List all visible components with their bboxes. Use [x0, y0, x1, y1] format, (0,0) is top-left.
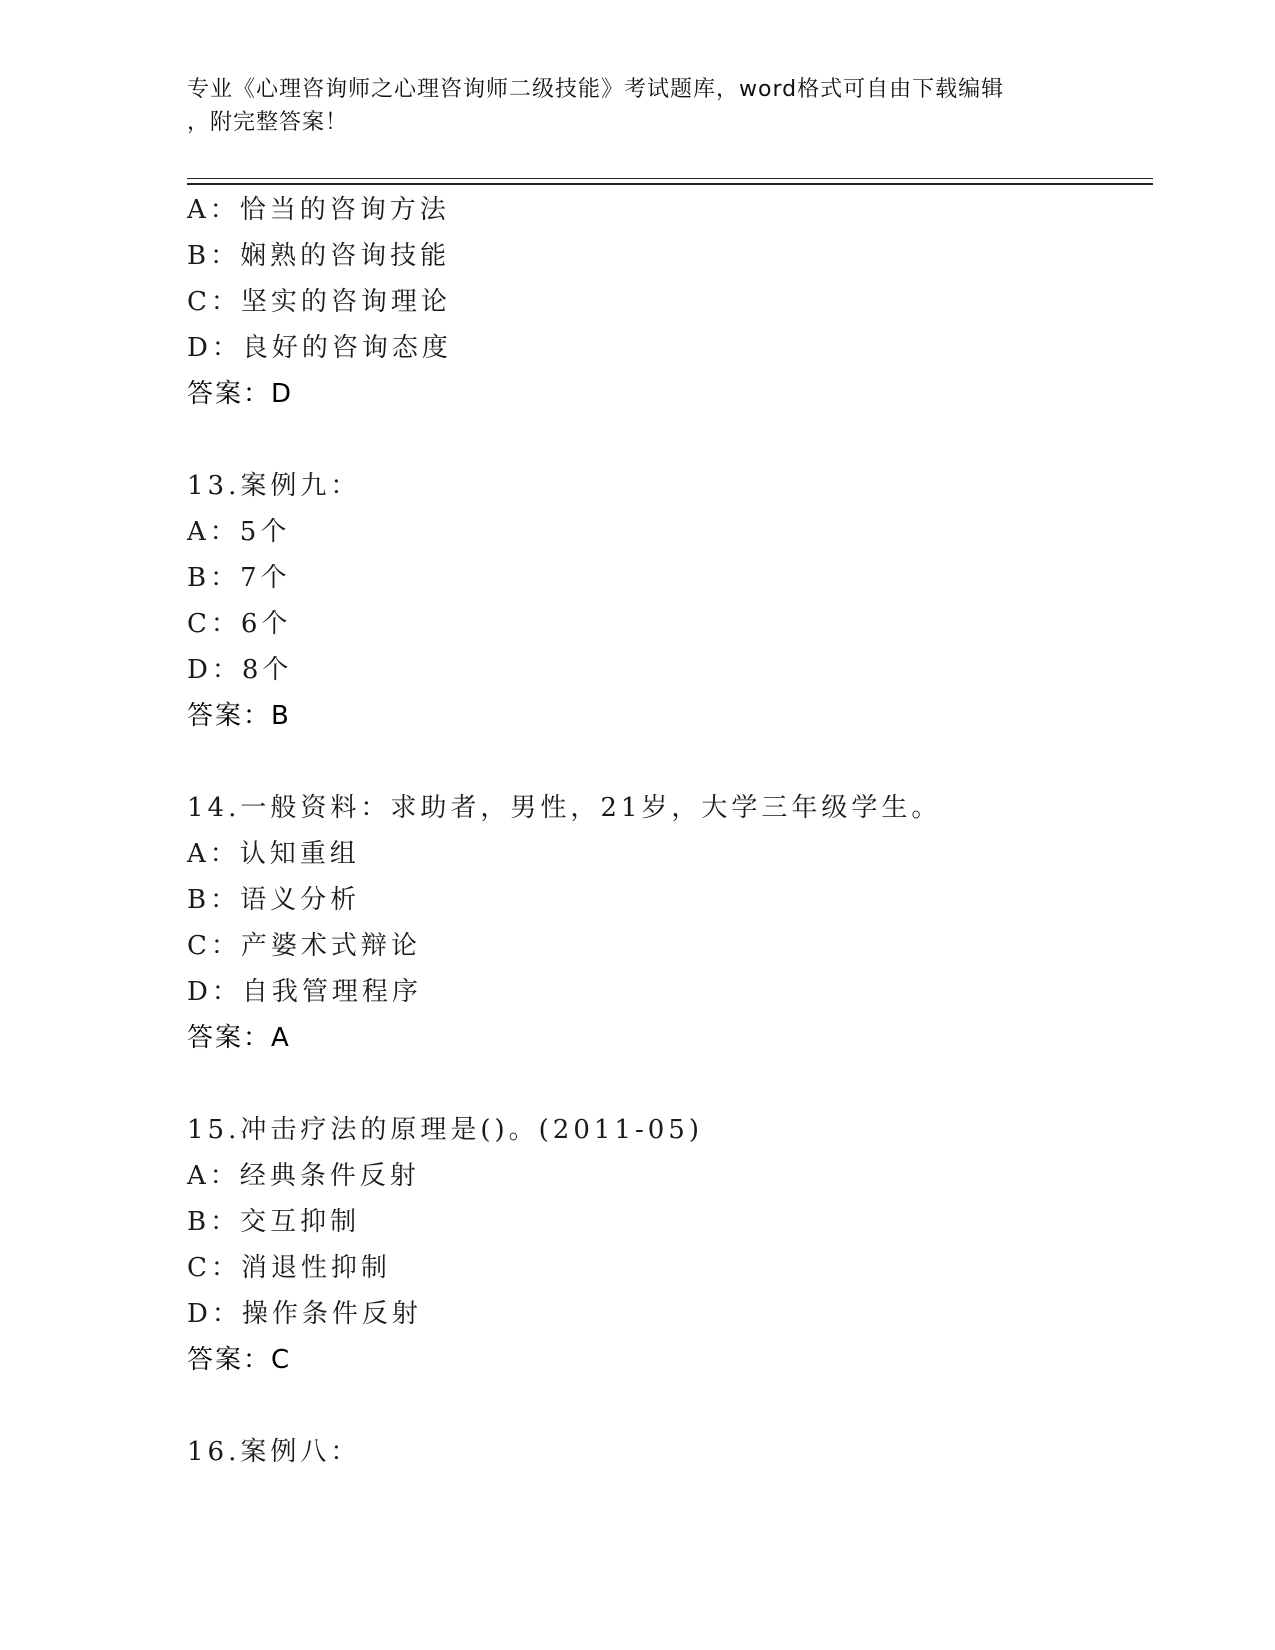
option-d: D：操作条件反射	[187, 1299, 422, 1329]
answer: 答案：B	[187, 701, 291, 731]
header-divider-thick	[187, 183, 1153, 185]
question-13	[187, 463, 1147, 739]
option-c: C：坚实的咨询理论	[187, 287, 451, 317]
spacer	[187, 417, 1147, 463]
question-12	[187, 187, 1147, 417]
spacer	[187, 739, 1147, 785]
option-c: C：消退性抑制	[187, 1253, 391, 1283]
document-header	[187, 73, 1067, 139]
question-title: 16.案例八：	[187, 1437, 361, 1467]
option-c: C：产婆术式辩论	[187, 931, 421, 961]
option-b: B：语义分析	[187, 885, 361, 915]
option-a: A：经典条件反射	[187, 1161, 420, 1191]
answer: 答案：D	[187, 379, 294, 409]
header-line-1: 专业《心理咨询师之心理咨询师二级技能》考试题库，word格式可自由下载编辑	[187, 77, 1005, 102]
spacer	[187, 1383, 1147, 1429]
option-b: B：交互抑制	[187, 1207, 361, 1237]
option-d: D：自我管理程序	[187, 977, 422, 1007]
header-line-2: ，附完整答案！	[187, 110, 349, 135]
question-title: 13.案例九：	[187, 471, 361, 501]
question-title: 15.冲击疗法的原理是()。(2011-05)	[187, 1115, 703, 1145]
question-list	[187, 187, 1147, 1475]
option-b: B：娴熟的咨询技能	[187, 241, 451, 271]
option-b: B：7个	[187, 563, 291, 593]
answer: 答案：C	[187, 1345, 292, 1375]
option-a: A：恰当的咨询方法	[187, 195, 450, 225]
option-a: A：认知重组	[187, 839, 360, 869]
question-16	[187, 1429, 1147, 1475]
question-title: 14.一般资料：求助者，男性，21岁，大学三年级学生。	[187, 793, 942, 823]
option-d: D：良好的咨询态度	[187, 333, 452, 363]
question-14	[187, 785, 1147, 1061]
answer: 答案：A	[187, 1023, 291, 1053]
question-15	[187, 1107, 1147, 1383]
spacer	[187, 1061, 1147, 1107]
option-d: D：8个	[187, 655, 293, 685]
option-c: C：6个	[187, 609, 292, 639]
option-a: A：5个	[187, 517, 291, 547]
header-divider-thin	[187, 178, 1153, 179]
